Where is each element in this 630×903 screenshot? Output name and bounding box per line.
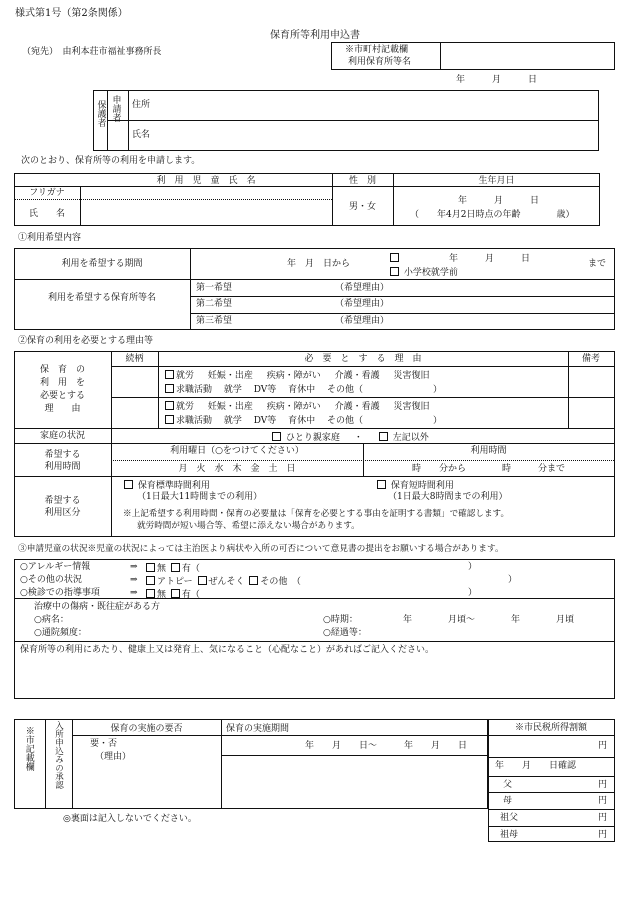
approval-label: 入所申込みの承認 [53,721,64,789]
period-date-checkbox[interactable] [390,253,399,262]
relation-grandfather: 祖父 [500,813,519,823]
office-note: ※市町村記載欄 [345,45,409,55]
tax-header: ※市民税所得割額 [514,723,587,733]
furigana-label: フリガナ [29,188,65,198]
household-label: 家庭の状況 [39,431,85,441]
grandfather-yen: 円 [598,813,608,823]
tax-confirm-date: 年 月 日確認 [495,761,577,771]
weekday-header: 利用曜日（○をつけてください） [170,446,304,456]
address-field[interactable] [160,95,590,117]
relation-mother: 母 [503,796,513,806]
note-header: 備考 [581,354,600,364]
reason-header: 必 要 と す る 理 由 [304,354,422,364]
reason-1: （希望理由） [335,283,390,293]
health-note-field[interactable] [20,658,610,696]
frequency-label: ○通院頻度： [34,628,87,638]
period-header: 保育の実施期間 [226,724,290,734]
office-vertical-label: ※市記載欄 [23,726,34,771]
relation-father: 父 [503,780,513,790]
usage-note-2: 就労時間が短い場合等、希望に添えない場合があります。 [137,521,360,531]
address-label: 住所 [132,100,151,110]
other-condition-row[interactable]: ○その他の状況 ⇒ アトピー ぜんそく その他 （ ） [20,575,518,587]
illness-heading: 治療中の傷病・既往症がある方 [34,602,161,612]
period-label: 利用を希望する期間 [61,259,143,269]
applicant-label: 申請者 [110,95,121,122]
mother-yen: 円 [598,796,608,806]
timing-range: 年 月頃～ 年 月頃 [403,615,575,625]
usage-note-1: ※上記希望する利用時間・保育の必要量は「保育を必要とする事由を証明する書類」で確認します。 [123,509,510,519]
time-range[interactable]: 時 分から 時 分まで [411,464,565,474]
section2-heading: ②保育の利用を必要とする理由等 [18,336,154,346]
other-household-checkbox[interactable] [379,432,388,441]
school-entry-option[interactable]: 小学校就学前 [388,267,458,278]
period-until: まで [588,259,607,269]
guardian-label: 保護者 [95,100,106,127]
weekday-options[interactable]: 月 火 水 木 金 土 日 [178,464,296,474]
third-choice: 第三希望 [196,316,233,326]
sex-header: 性 別 [348,176,376,186]
footer-note: ◎裏面は記入しないでください。 [63,814,197,824]
status-header: 保育の実施の要否 [110,724,183,734]
yes-no[interactable]: 要・否 [90,739,118,749]
sex-options[interactable]: 男・女 [348,202,376,212]
single-parent-checkbox[interactable] [272,432,281,441]
usage-time-label: 希望する 利用時間 [44,450,81,473]
short-time-option[interactable]: 保育短時間利用 [375,480,454,491]
facility-pref-label: 利用を希望する保育所等名 [47,293,156,303]
checkup-guidance-row[interactable]: ○検診での指導事項 ⇒ 無 有（ ） [20,588,478,600]
furigana-field[interactable] [84,188,328,198]
second-choice: 第二希望 [196,299,233,309]
guardian-name-field[interactable] [160,124,590,146]
section3-heading: ③申請児童の状況※児童の状況によっては主治医より病状や入所の可否について意見書の提出をお願いする場合があります。 [18,544,504,554]
child-name-label: 氏 名 [28,209,65,219]
birth-age: （ 年4月2日時点の年齢 歳） [410,210,575,220]
form-title: 保育所等利用申込書 [270,30,360,41]
reason-3: （希望理由） [335,316,390,326]
health-note: 保育所等の利用にあたり、健康上又は発育上、気になること（心配なこと）があればご記入ください。 [20,645,435,655]
progress-label: ○経過等： [323,628,367,638]
guardian-name-label: 氏名 [132,130,151,140]
need-label: 保 育 の 利 用 を 必要とする 理 由 [39,365,85,415]
school-entry-checkbox[interactable] [390,267,399,276]
office-reason: （理由） [95,752,132,762]
reason-row2-b[interactable]: 求職活動 就学 DV等 育休中 その他（ ） [163,415,442,426]
birth-date: 年 月 日 [458,196,540,206]
relation-grandmother: 祖母 [500,830,519,840]
intro-text: 次のとおり、保育所等の利用を申請します。 [21,156,201,166]
period-date-option[interactable]: 年 月 日 [388,253,530,264]
tax-total-yen: 円 [598,741,608,751]
child-name-field[interactable] [84,202,328,224]
timing-label: ○時期： [323,615,358,625]
allergy-row[interactable]: ○アレルギー情報 ⇒ 無 有（ ） [20,562,478,574]
household-options[interactable]: ひとり親家庭 ・ 左記以外 [270,432,429,443]
father-yen: 円 [598,780,608,790]
standard-time-note: （1日最大11時間までの利用） [137,492,263,502]
relation-header: 続柄 [125,354,144,364]
category-label: 希望する 利用区分 [44,496,81,519]
time-header: 利用時間 [470,446,507,456]
section1-heading: ①利用希望内容 [18,233,82,243]
application-date: 年 月 日 [456,75,538,85]
short-time-note: （1日最大8時間までの利用） [388,492,508,502]
reason-2: （希望理由） [335,299,390,309]
addressee: （宛先） 由利本荘市福祉事務所長 [22,47,162,57]
facility-name-label: 利用保育所等名 [348,57,412,67]
standard-time-option[interactable]: 保育標準時間利用 [122,480,210,491]
reason-row1-a[interactable]: 就労 妊娠・出産 疾病・障がい 介護・看護 災害復旧 [163,370,429,381]
grandmother-yen: 円 [598,830,608,840]
first-choice: 第一希望 [196,283,233,293]
reason-row1-b[interactable]: 就労 妊娠・出産 疾病・障がい 介護・看護 災害復旧 [163,401,429,412]
illness-name-label: ○病名： [34,615,69,625]
implementation-period: 年 月 日～ 年 月 日 [305,741,468,751]
birth-header: 生年月日 [478,176,515,186]
form-number: 様式第1号（第2条関係） [15,8,128,19]
reason-row2-a[interactable]: 求職活動 就学 DV等 育休中 その他（ ） [163,384,442,395]
period-from: 年 月 日から [287,259,351,269]
child-name-header: 利 用 児 童 氏 名 [156,176,256,186]
